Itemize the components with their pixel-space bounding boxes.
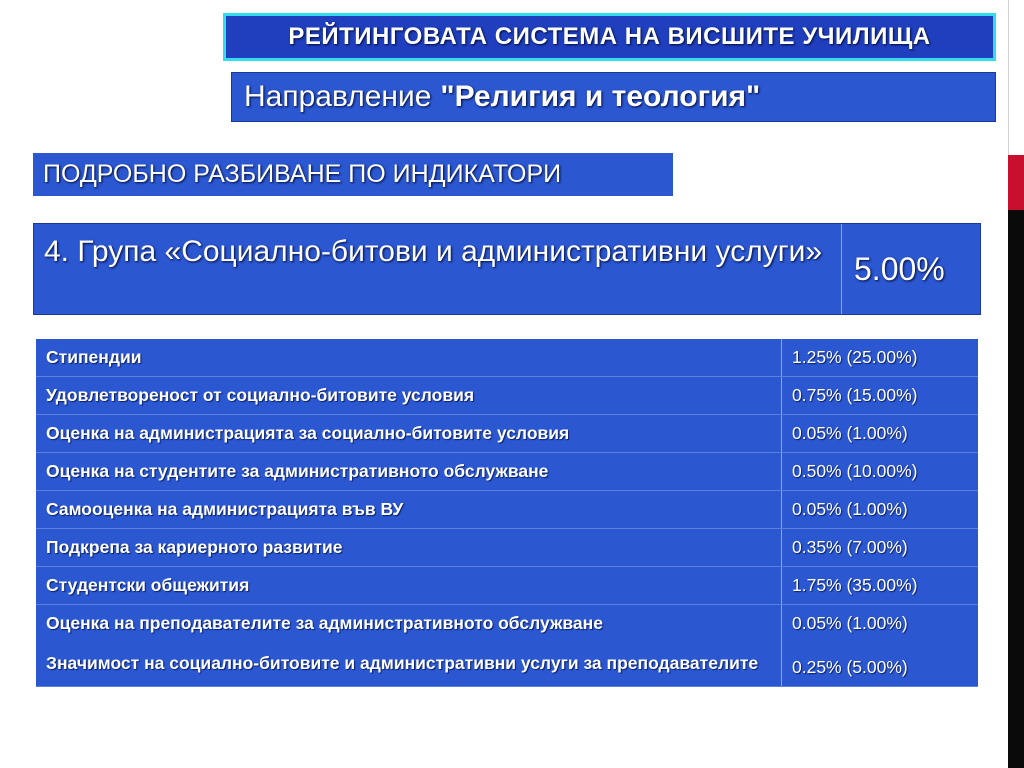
section-title: ПОДРОБНО РАЗБИВАНЕ ПО ИНДИКАТОРИ [43, 160, 562, 188]
table-row [36, 642, 978, 687]
right-edge-bar-top [1008, 0, 1024, 155]
indicator-name: Самооценка на администрацията във ВУ [36, 491, 782, 529]
table-row [36, 339, 978, 377]
indicator-name: Оценка на преподавателите за административното обслужване [36, 605, 782, 643]
indicators-table [36, 339, 978, 687]
indicator-value: 0.05% (1.00%) [782, 491, 979, 529]
slide-title-box [223, 13, 996, 61]
section-title-box [33, 153, 673, 196]
table-row [36, 529, 978, 567]
direction-value: "Религия и теология" [440, 80, 761, 113]
indicator-name: Удовлетвореност от социално-битовите условия [36, 377, 782, 415]
table-row [36, 453, 978, 491]
indicator-name: Оценка на студентите за административното обслужване [36, 453, 782, 491]
group-percent: 5.00% [854, 250, 945, 287]
indicator-value: 0.75% (15.00%) [782, 377, 979, 415]
table-row [36, 491, 978, 529]
indicator-value: 0.05% (1.00%) [782, 415, 979, 453]
indicator-name: Стипендии [36, 339, 782, 377]
indicator-value: 1.75% (35.00%) [782, 567, 979, 605]
indicator-value: 0.25% (5.00%) [782, 642, 979, 687]
table-row [36, 415, 978, 453]
indicator-value: 1.25% (25.00%) [782, 339, 979, 377]
indicator-value: 0.05% (1.00%) [792, 613, 908, 633]
direction-box [231, 72, 996, 122]
indicator-value: 0.50% (10.00%) [782, 453, 979, 491]
right-edge-bar-dark [1008, 210, 1024, 768]
indicator-name: Студентски общежития [36, 567, 782, 605]
right-edge-accent-red [1008, 155, 1024, 210]
group-title: 4. Група «Социално-битови и административни услуги» [34, 224, 842, 314]
indicator-value: 0.35% (7.00%) [782, 529, 979, 567]
indicator-name: Подкрепа за кариерното развитие [36, 529, 782, 567]
slide-title: РЕЙТИНГОВАТА СИСТЕМА НА ВИСШИТЕ УЧИЛИЩА [288, 23, 931, 50]
table-row [36, 605, 978, 643]
indicator-name: Значимост на социално-битовите и административни услуги за преподавателите [36, 642, 782, 687]
group-header [33, 223, 981, 315]
table-row [36, 377, 978, 415]
table-row [36, 567, 978, 605]
direction-label: Направление [244, 80, 432, 113]
indicator-name: Оценка на администрацията за социално-битовите условия [36, 415, 782, 453]
